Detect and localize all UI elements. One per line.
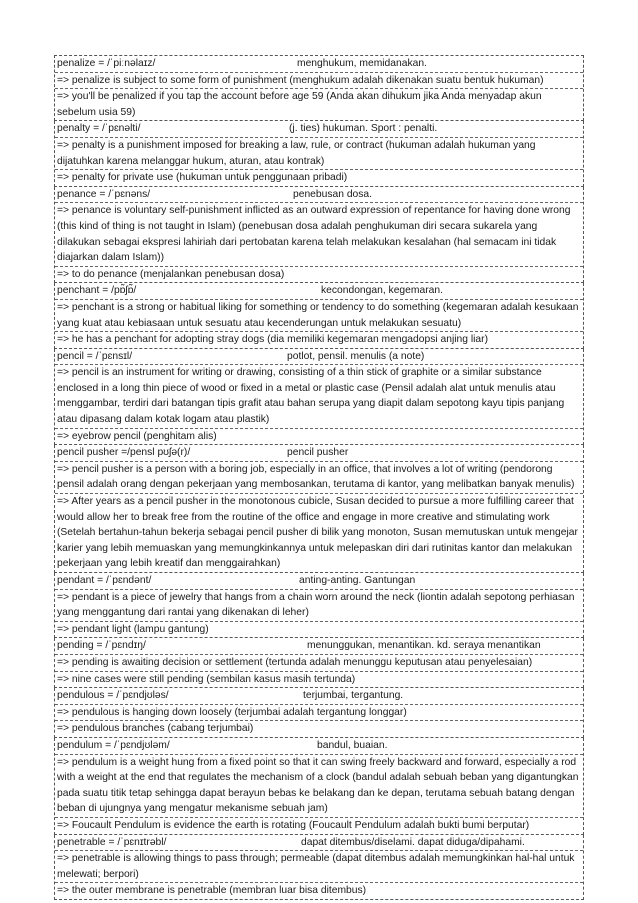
- definition-line: => pendulum is a weight hung from a fixed point so that it can swing freely backward and forward, especially a rod with a weight at the end that regulates the mechanism of a clock (bandul adalah sebuah beban yang digantungkan pada suatu titik tetap sehingga dapat berayun bebas ke belakang dan ke depan, terutama sebuah batang dengan beban di ujungnya yang mengatur mekanisme sebuah jam): [55, 755, 583, 818]
- entry-heading: [55, 573, 583, 590]
- glossary-entry: [54, 573, 584, 638]
- headword-meaning: dapat ditembus/diselami. dapat diduga/dipahami.: [301, 836, 525, 848]
- entry-heading: [55, 283, 583, 300]
- headword-meaning: menunggukan, menantikan. kd. seraya menantikan: [307, 640, 541, 652]
- headword-pronunciation: penchant = /pɒ̃ʃɒ̃/: [57, 285, 137, 297]
- glossary-sheet: [54, 55, 584, 900]
- headword-meaning: (j. ties) hukuman. Sport : penalti.: [289, 123, 438, 135]
- example-line: => he has a penchant for adopting stray dogs (dia memiliki kegemaran mengadopsi anjing liar): [57, 334, 489, 346]
- entry-heading: [55, 445, 583, 462]
- glossary-entry: [54, 445, 584, 573]
- definition-line: => penalty is a punishment imposed for breaking a law, rule, or contract (hukuman adalah hukuman yang dijatuhkan karena melanggar hukum, aturan, atau kontrak): [55, 138, 583, 170]
- example-line: => Foucault Pendulum is evidence the earth is rotating (Foucault Pendulum adalah bukti bumi berputar): [57, 819, 530, 831]
- glossary-entry: [54, 55, 584, 121]
- example-line: => After years as a pencil pusher in the monotonous cubicle, Susan decided to pursue a more fulfilling career that would allow her to break free from the routine of the office and engage in more creative and stimulating work (Setelah bertahun-tahun bekerja sebagai pencil pusher di bilik yang monoton, Susan memutuskan untuk mengejar karier yang lebih memuaskan yang memungkinkannya untuk melepaskan diri dari rutinitas kantor dan melakukan pekerjaan yang lebih kreatif dan menggairahkan): [57, 496, 578, 570]
- glossary-entry: [54, 187, 584, 284]
- glossary-entry: [54, 121, 584, 186]
- definition-line: => penance is voluntary self-punishment inflicted as an outward expression of repentance for having done wrong (this kind of thing is not taught in Islam) (penebusan dosa adalah penghukuman diri secara sukarela yang dilakukan sebagai ekspresi lahiriah dari pertobatan karena telah melakukan kesalahan (hal semacam ini tidak diajarkan dalam Islam)): [55, 203, 583, 266]
- example-line: => pendulous branches (cabang terjumbai): [57, 723, 254, 735]
- definition-line: => penchant is a strong or habitual liking for something or tendency to do something (kegemaran adalah kesukaan yang kuat atau kebiasaan untuk sesuatu atau kecenderungan untuk melakukan sesuatu): [55, 300, 583, 332]
- example-line: => nine cases were still pending (sembilan kasus masih tertunda): [57, 673, 356, 685]
- definition-line: => penetrable is allowing things to pass through; permeable (dapat ditembus adalah memungkinkan hal-hal untuk melewati; berpori): [55, 851, 583, 883]
- glossary-entry: [54, 638, 584, 688]
- example-line: => penalty for private use (hukuman untuk penggunaan pribadi): [57, 172, 348, 184]
- headword-meaning: penebusan dosa.: [293, 188, 373, 200]
- entry-heading: [55, 56, 583, 73]
- headword-pronunciation: pendant = /ˈpɛndənt/: [57, 575, 152, 586]
- entry-heading: [55, 688, 583, 705]
- definition-line: => penalize is subject to some form of punishment (menghukum adalah dikenakan suatu bentuk hukuman): [55, 73, 583, 90]
- headword-pronunciation: pencil pusher =/pensl pʊʃə(r)/: [57, 447, 191, 459]
- headword-meaning: terjumbai, tergantung.: [303, 690, 404, 702]
- headword-meaning: kecondongan, kegemaran.: [321, 285, 443, 297]
- headword-pronunciation: pendulum = /ˈpɛndjʊləm/: [57, 739, 170, 751]
- example-line: => to do penance (menjalankan penebusan dosa): [57, 268, 285, 280]
- example-line: => the outer membrane is penetrable (membran luar bisa ditembus): [57, 885, 367, 897]
- headword-pronunciation: penalize = /ˈpiːnəlaɪz/: [57, 58, 156, 69]
- headword-pronunciation: pending = /ˈpɛndɪŋ/: [57, 640, 146, 652]
- entry-heading: [55, 187, 583, 204]
- headword-pronunciation: pendulous = /ˈpɛndjʊləs/: [57, 690, 169, 702]
- headword-meaning: bandul, buaian.: [317, 739, 388, 751]
- headword-meaning: pencil pusher: [287, 447, 349, 459]
- glossary-entry: [54, 738, 584, 835]
- example-line: => you'll be penalized if you tap the account before age 59 (Anda akan dihukum jika Anda menyadap akun sebelum usia 59): [57, 91, 542, 118]
- glossary-entry: [54, 688, 584, 738]
- glossary-entry: [54, 283, 584, 348]
- definition-line: => pendant is a piece of jewelry that hangs from a chain worn around the neck (liontin adalah sepotong perhiasan yang menggantung dari rantai yang dikenakan di leher): [55, 590, 583, 622]
- definition-line: => pencil is an instrument for writing or drawing, consisting of a thin stick of graphite or a similar substance enclosed in a long thin piece of wood or fixed in a metal or plastic case (Pensil adalah alat untuk menulis atau menggambar, terdiri dari batangan tipis grafit atau bahan serupa yang diapit dalam sepotong kayu tipis panjang atau dipasang dalam kotak logam atau plastik): [55, 365, 583, 428]
- example-line: => pendant light (lampu gantung): [57, 623, 209, 635]
- glossary-entry: [54, 349, 584, 446]
- headword-pronunciation: pencil = /ˈpɛnsɪl/: [57, 350, 133, 362]
- glossary-entry: [54, 835, 584, 900]
- example-line: => eyebrow pencil (penghitam alis): [57, 430, 217, 442]
- headword-meaning: potlot, pensil. menulis (a note): [287, 350, 425, 362]
- headword-meaning: menghukum, memidanakan.: [297, 58, 427, 69]
- headword-pronunciation: penetrable = /ˈpɛnɪtrəbl/: [57, 836, 167, 848]
- definition-line: => pending is awaiting decision or settlement (tertunda adalah menunggu keputusan atau penyelesaian): [55, 655, 583, 672]
- definition-line: => pendulous is hanging down loosely (terjumbai adalah tergantung longgar): [55, 705, 583, 722]
- headword-pronunciation: penalty = /ˈpɛnəlti/: [57, 123, 141, 135]
- entry-heading: [55, 835, 583, 852]
- entry-heading: [55, 738, 583, 755]
- entry-heading: [55, 121, 583, 138]
- entry-heading: [55, 638, 583, 655]
- definition-line: => pencil pusher is a person with a boring job, especially in an office, that involves a lot of writing (pendorong pensil adalah orang dengan pekerjaan yang membosankan, terutama di kantor, yang melibatkan banyak menulis): [55, 462, 583, 494]
- entry-heading: [55, 349, 583, 366]
- headword-pronunciation: penance = /ˈpɛnəns/: [57, 188, 151, 200]
- headword-meaning: anting-anting. Gantungan: [299, 575, 416, 586]
